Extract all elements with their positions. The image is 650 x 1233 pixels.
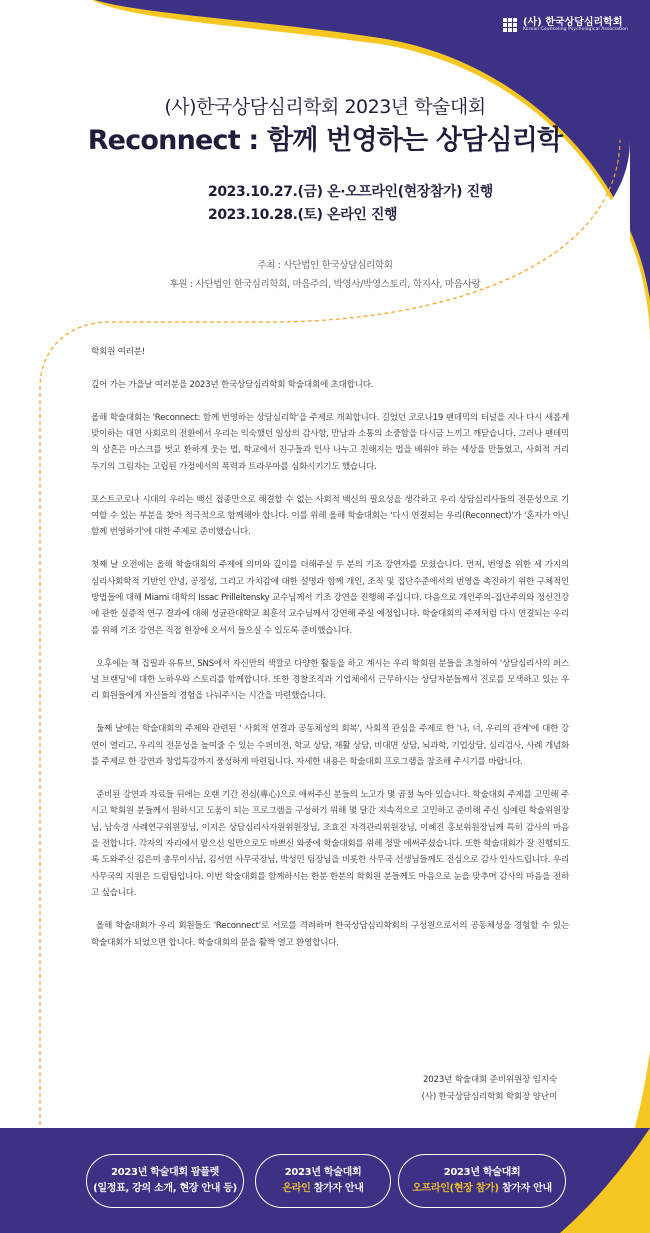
letter-paragraph: 둘째 날에는 학술대회의 주제와 관련된 ' 사회적 연결과 공동체성의 회복', 사회적 관심을 주제로 한 '나, 너, 우리의 관계'에 대한 강연이 열리고, 우리의 전문성을 높여줄 수 있는 수퍼비전, 학교 상담, 재활 상담, 비대면 상담, 뇌과학, 기업상담, 심리검사, 사례 개념화를 주제로 한 강연과 창업특강까지 풍성하게 마련됩니다. 자세한 내용은 학술대회 프로그램을 참조해 주시기를 바랍니다. <box>91 724 569 768</box>
signature-president: (사) 한국상담심리학회 학회장 양난미 <box>421 1092 557 1102</box>
sponsor-line: 후원 : 사단법인 한국심리학회, 마음주의, 박영사/박영스토리, 학지사, 마음사랑 <box>169 279 481 290</box>
invitation-letter <box>91 344 569 967</box>
letter-paragraph: 올해 학술대회는 'Reconnect: 함께 번영하는 상담심리학'을 주제로 개최합니다. 길었던 코로나19 팬데믹의 터널을 지나 다시 새롭게 맞이하는 대면 사회로의 전환에서 우리는 익숙했던 일상의 감사함, 만남과 소통의 소중함을 다시금 느끼고 깨닫습니다. 그러나 팬데믹의 상흔은 마스크를 벗고 환하게 웃는 법, 학교에서 친구들과 인사 나누고 친해지는 법을 배워야 하는 세상을 만들었고, 사회적 거리 두기의 그림자는 고립된 가정에서의 폭력과 트라우마를 심화시키기도 했습니다. <box>91 412 569 472</box>
logo-subtitle: Korean Counseling Psychological Association <box>522 27 628 32</box>
host-line: 주최 : 사단법인 한국상담심리학회 <box>257 260 393 271</box>
pamphlet-button[interactable] <box>86 1154 244 1208</box>
event-title: Reconnect : 함께 번영하는 상담심리학 <box>87 125 563 156</box>
event-subtitle: (사)한국상담심리학회 2023년 학술대회 <box>164 96 486 118</box>
online-guide-button[interactable] <box>255 1154 391 1208</box>
letter-paragraph: 올해 학술대회가 우리 회원들도 'Reconnect'로 서로를 격려하며 한국상담심리학회의 구성원으로서의 공동체성을 경험할 수 있는 학술대회가 되었으면 합니다. 학술대회의 문을 활짝 열고 환영합니다. <box>91 921 569 948</box>
online-guide-rest: 참가자 안내 <box>310 1183 364 1194</box>
letter-greeting: 학회원 여러분! <box>91 347 145 357</box>
logo-grid-icon <box>503 18 517 32</box>
letter-paragraph: 준비된 강연과 자료들 뒤에는 오랜 기간 전심(專心)으로 애써주신 분들의 노고가 몇 곱절 녹아 있습니다. 학술대회 주제를 고민해 주시고 학회원 분들께서 원하시고 도움이 되는 프로그램을 구성하기 위해 몇 달간 지속적으로 고민하고 준비해 주신 심예린 학술위원장님, 남숙경 사례연구위원장님, 이지은 상담심리사자원위원장님, 조효진 자격관리위원장님, 이혜진 홍보위원장님께 특히 감사의 마음을 전합니다. 각자의 자리에서 맡으신 일만으로도 바쁘신 와중에 학술대회를 위해 정말 애써주셨습니다. 또한 학술대회가 잘 진행되도록 도와주신 김은미 총무이사님, 김서연 사무국장님, 박성민 팀장님을 비롯한 사무국 선생님들께도 진심으로 감사 인사드립니다. 우리 사무국의 지원은 드림팀입니다. 이번 학술대회를 함께하시는 한분 한분의 학회원 분들께도 마음으로 눈을 맞추며 감사의 마음을 전하고 싶습니다. <box>91 789 569 899</box>
letter-signature <box>422 1072 557 1106</box>
pamphlet-button-detail: (일정표, 강의 소개, 현장 안내 등) <box>93 1183 237 1194</box>
date-day2: 2023.10.28.(토) 온라인 진행 <box>208 207 398 223</box>
letter-paragraph: 깊어 가는 가을날 여러분을 2023년 한국상담심리학회 학술대회에 초대합니다. <box>91 379 374 390</box>
logo-name: (사) 한국상담심리학회 <box>522 17 623 28</box>
letter-paragraph: 포스트코로나 시대의 우리는 백신 접종만으로 해결할 수 없는 사회적 백신의 필요성을 생각하고 우리 상담심리사들의 전문성으로 기여할 수 있는 부분을 찾아 적극적으로 함께해야 합니다. 이를 위해 올해 학술대회는 '다시 연결되는 우리(Reconnect)'가 '혼자가 아닌 함께 번영하기'에 대한 주제로 준비했습니다. <box>91 494 569 538</box>
pamphlet-button-title: 2023년 학술대회 팜플렛 <box>111 1167 219 1178</box>
hosts-sponsors <box>0 256 650 294</box>
letter-paragraph: 오후에는 책 집필과 유튜브, SNS에서 자신만의 색깔로 다양한 활동을 하고 계시는 우리 학회원 분들을 초청하여 '상담심리사의 퍼스널 브랜딩'에 대한 노하우와 스토리를 함께합니다. 또한 경찰조직과 기업체에서 근무하시는 상담자분들께서 진로를 모색하고 있는 우리 회원들에게 자신들의 경험을 나눠주시는 시간을 마련했습니다. <box>91 658 569 702</box>
event-dates <box>208 181 493 227</box>
date-day1: 2023.10.27.(금) 온·오프라인(현장참가) 진행 <box>208 184 493 200</box>
offline-guide-button[interactable] <box>398 1154 566 1208</box>
offline-guide-rest: 참가자 안내 <box>498 1183 552 1194</box>
online-highlight: 온라인 <box>282 1183 311 1194</box>
letter-paragraph: 첫째 날 오전에는 올해 학술대회의 주제에 의미와 깊이를 더해주실 두 분의 기조 강연자를 모셨습니다. 먼저, 번영을 위한 세 가지의 심리사회학적 기반인 안녕, 공정성, 그리고 가치감에 대한 설명과 함께 개인, 조직 및 집단수준에서의 번영을 촉진하기 위한 구체적인 방법들에 대해 Miami 대학의 Issac Prilleltensky 교수님께서 기조 강연을 진행해 주십니다. 다음으로 개인주의-집단주의와 정신건강에 관한 실증적 연구 결과에 대해 성균관대학교 최훈석 교수님께서 강연해 주실 예정입니다. 학술대회의 주제처럼 다시 연결되는 우리를 위해 기조 강연은 직접 현장에 오셔서 들으실 수 있도록 준비했습니다. <box>91 560 569 636</box>
offline-highlight: 오프라인(현장 참가) <box>412 1183 499 1194</box>
society-logo <box>503 17 628 33</box>
online-guide-title: 2023년 학술대회 <box>284 1167 362 1178</box>
offline-guide-title: 2023년 학술대회 <box>443 1167 521 1178</box>
signature-chair: 2023년 학술대회 준비위원장 임지숙 <box>423 1075 557 1085</box>
